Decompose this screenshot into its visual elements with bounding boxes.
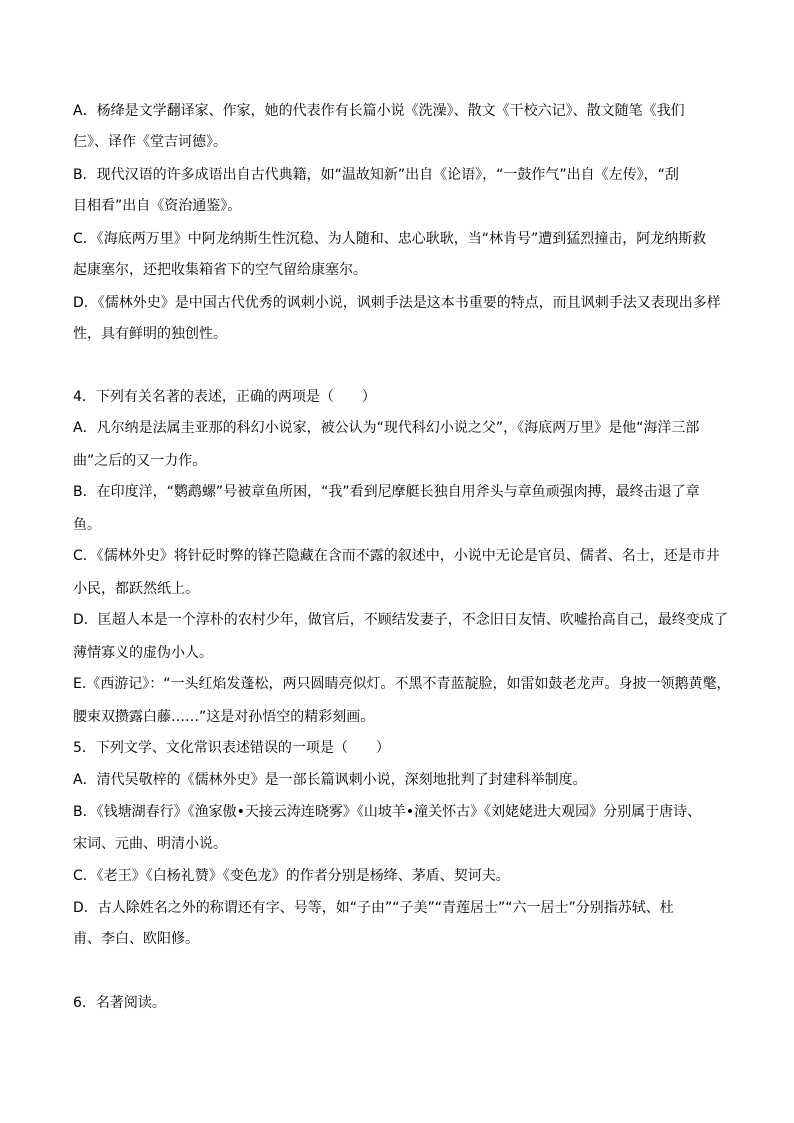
text-line: B．在印度洋，“鹦鹉螺”号被章鱼所困，“我”看到尼摩艇长独自用斧头与章鱼顽强肉搏，最终击退了章 — [73, 484, 700, 500]
text-line: 薄情寡义的虚伪小人。 — [73, 645, 213, 661]
text-line: A．杨绛是文学翻译家、作家，她的代表作有长篇小说《洗澡》、散文《干校六记》、散文随笔《我们 — [73, 103, 685, 119]
text-line: D．《儒林外史》是中国古代优秀的讽刺小说，讽刺手法是这本书重要的特点，而且讽刺手法又表现出多样 — [73, 295, 721, 311]
text-line: C．《老王》《白杨礼赞》《变色龙》的作者分别是杨绛、茅盾、契诃夫。 — [73, 868, 510, 884]
text-line: E.《西游记》：“一头红焰发蓬松，两只圆睛亮似灯。不黑不青蓝靛脸，如雷如鼓老龙声。身披一领鹅黄氅， — [73, 676, 731, 692]
text-line: D．匡超人本是一个淳朴的农村少年，做官后，不顾结发妻子，不念旧日友情、吹嘘抬高自己，最终变成了 — [73, 612, 728, 628]
text-line: 甫、李白、欧阳修。 — [73, 931, 199, 947]
text-line: C．《儒林外史》将针砭时弊的锋芒隐藏在含而不露的叙述中，小说中无论是官员、儒者、名士，还是市井 — [73, 548, 720, 564]
question-heading: 4．下列有关名著的表述，正确的两项是（ ） — [73, 389, 376, 405]
text-line: B．《钱塘湖春行》《渔家傲•天接云涛连晓雾》《山坡羊•潼关怀古》《刘姥姥进大观园》分别属于唐诗、 — [73, 804, 702, 820]
text-line: 腰束双攒露白藤……”这是对孙悟空的精彩刻画。 — [73, 709, 375, 725]
text-line: 鱼。 — [73, 517, 101, 533]
text-line: 目相看”出自《资治通鉴》。 — [73, 198, 242, 214]
text-line: B．现代汉语的许多成语出自古代典籍，如“温故知新”出自《论语》，“一鼓作气”出自《左传》，“刮 — [73, 167, 679, 183]
text-line: 仨》、译作《堂吉诃德》。 — [73, 134, 227, 150]
question-heading: 6．名著阅读。 — [73, 995, 166, 1011]
text-line: C．《海底两万里》中阿龙纳斯生性沉稳、为人随和、忠心耿耿，当“林肯号”遭到猛烈撞击，阿龙纳斯救 — [73, 231, 707, 247]
text-line: A．凡尔纳是法属圭亚那的科幻小说家，被公认为“现代科幻小说之父”，《海底两万里》是他“海洋三部 — [73, 420, 700, 436]
text-line: 宋词、元曲、明清小说。 — [73, 836, 227, 852]
text-line: 小民，都跃然纸上。 — [73, 581, 199, 597]
text-line: 曲”之后的又一力作。 — [73, 453, 207, 469]
text-line: D．古人除姓名之外的称谓还有字、号等，如“子由”“子美”“青莲居士”“六一居士”分别指苏轼、杜 — [73, 900, 674, 916]
text-line: 性，具有鲜明的独创性。 — [73, 326, 227, 342]
text-line: A．清代吴敬梓的《儒林外史》是一部长篇讽刺小说，深刻地批判了封建科举制度。 — [73, 772, 587, 788]
question-heading: 5．下列文学、文化常识表述错误的一项是（ ） — [73, 740, 390, 756]
text-line: 起康塞尔，还把收集箱省下的空气留给康塞尔。 — [73, 262, 367, 278]
